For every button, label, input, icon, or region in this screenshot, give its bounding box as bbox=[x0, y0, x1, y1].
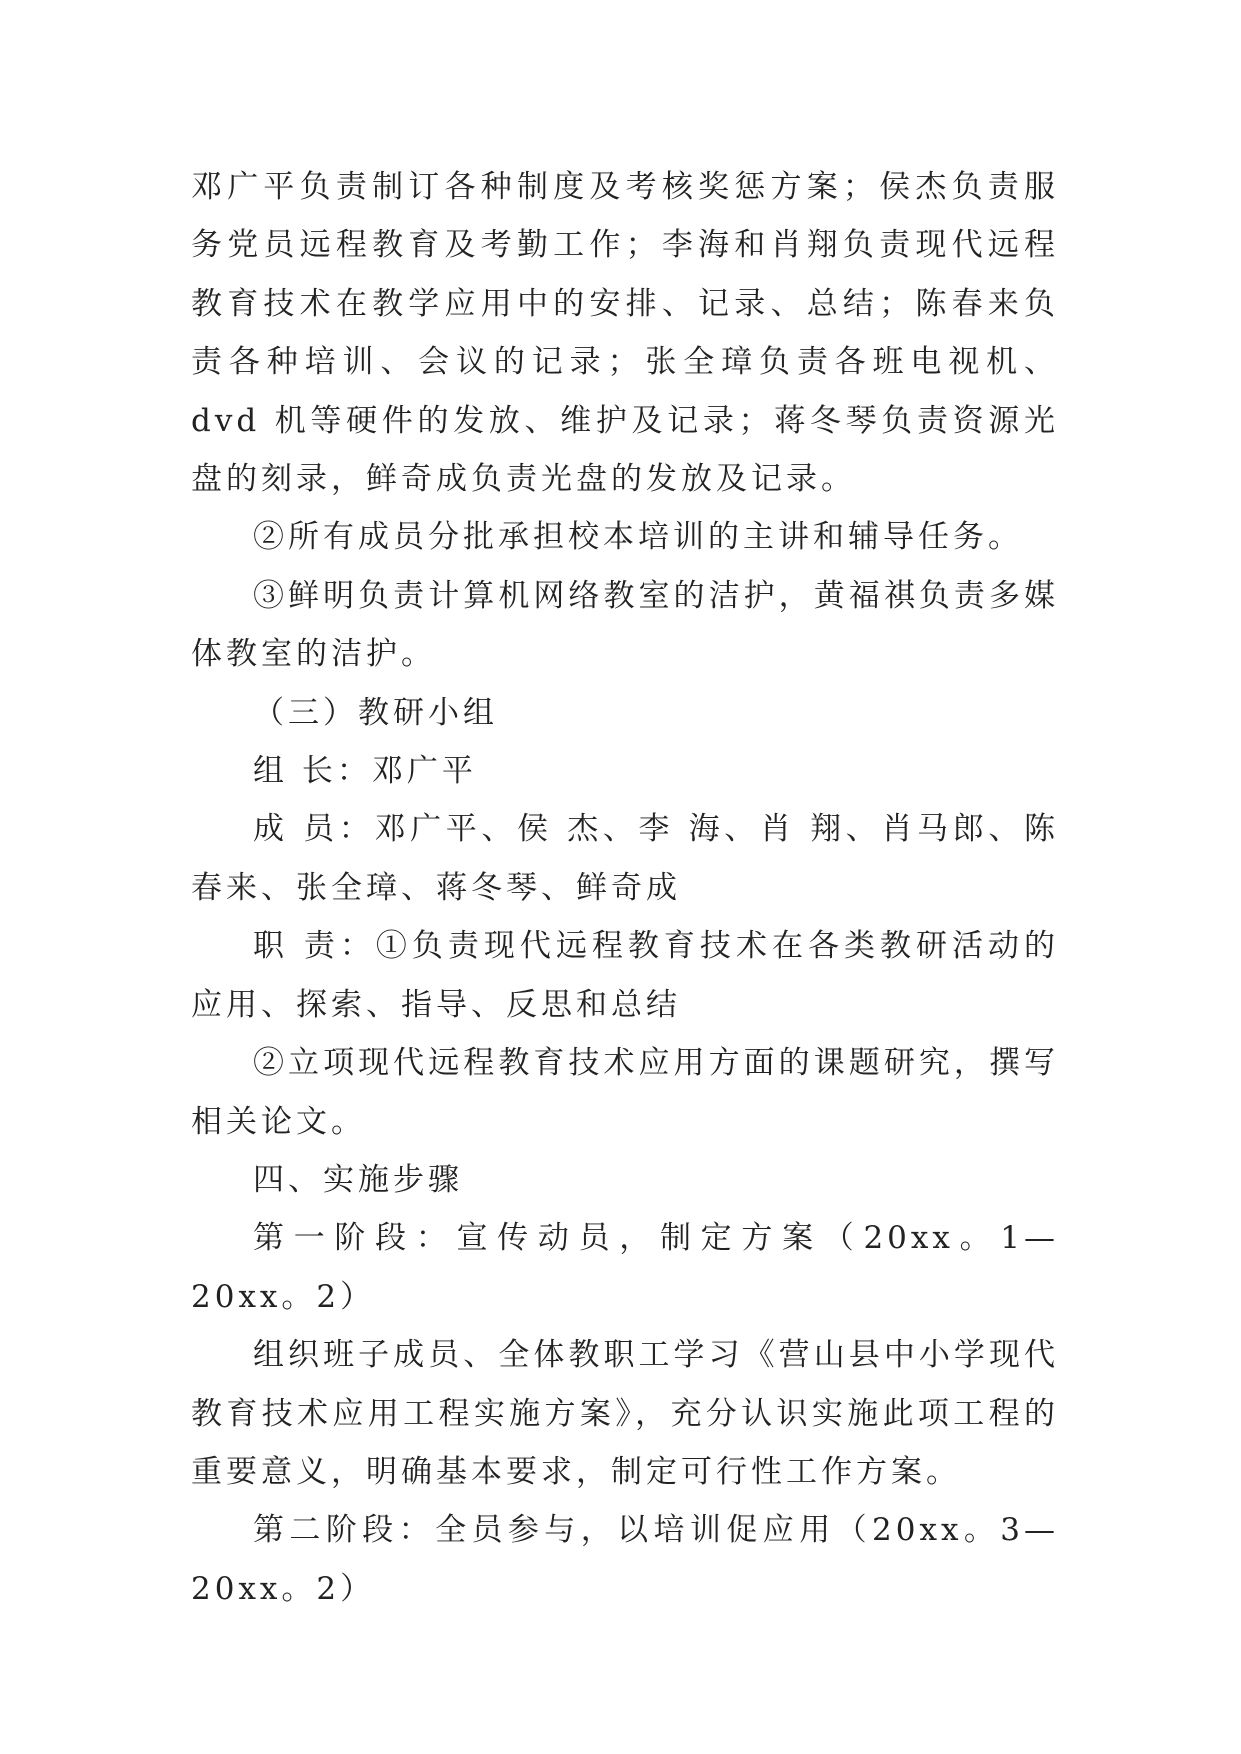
paragraph-phase-one-body: 组织班子成员、全体教职工学习《营山县中小学现代教育技术应用工程实施方案》，充分认识实施此项工程的重要意义，明确基本要求，制定可行性工作方案。 bbox=[191, 1337, 1059, 1490]
section-heading-implementation-steps: 四、实施步骤 bbox=[253, 1161, 463, 1198]
paragraph-duty-assignments: 邓广平负责制订各种制度及考核奖惩方案；侯杰负责服务党员远程教育及考勤工作；李海和肖翔负责现代远程教育技术在教学应用中的安排、记录、总结；陈春来负责各种培训、会议的记录；张全璋负责各班电视机、dvd 机等硬件的发放、维护及记录；蒋冬琴负责资源光盘的刻录，鲜奇成负责光盘的发放及记录。 bbox=[191, 169, 1059, 498]
paragraph-training-tasks: ②所有成员分批承担校本培训的主讲和辅导任务。 bbox=[253, 519, 1023, 556]
paragraph-group-members: 成 员：邓广平、侯 杰、李 海、肖 翔、肖马郎、陈春来、张全璋、蒋冬琴、鲜奇成 bbox=[191, 811, 1059, 906]
paragraph-classroom-maintenance: ③鲜明负责计算机网络教室的洁护，黄福祺负责多媒体教室的洁护。 bbox=[191, 577, 1059, 673]
paragraph-phase-one-title: 第一阶段：宣传动员，制定方案（20xx。1—20xx。2） bbox=[191, 1220, 1059, 1315]
section-heading-research-group: （三）教研小组 bbox=[253, 694, 498, 731]
paragraph-responsibilities-1: 职 责：①负责现代远程教育技术在各类教研活动的应用、探索、指导、反思和总结 bbox=[191, 928, 1059, 1023]
paragraph-phase-two-title: 第二阶段：全员参与，以培训促应用（20xx。3—20xx。2） bbox=[191, 1512, 1059, 1607]
paragraph-responsibilities-2: ②立项现代远程教育技术应用方面的课题研究，撰写相关论文。 bbox=[191, 1045, 1059, 1140]
paragraph-group-leader: 组 长：邓广平 bbox=[253, 753, 477, 790]
document-body bbox=[191, 158, 1059, 1618]
